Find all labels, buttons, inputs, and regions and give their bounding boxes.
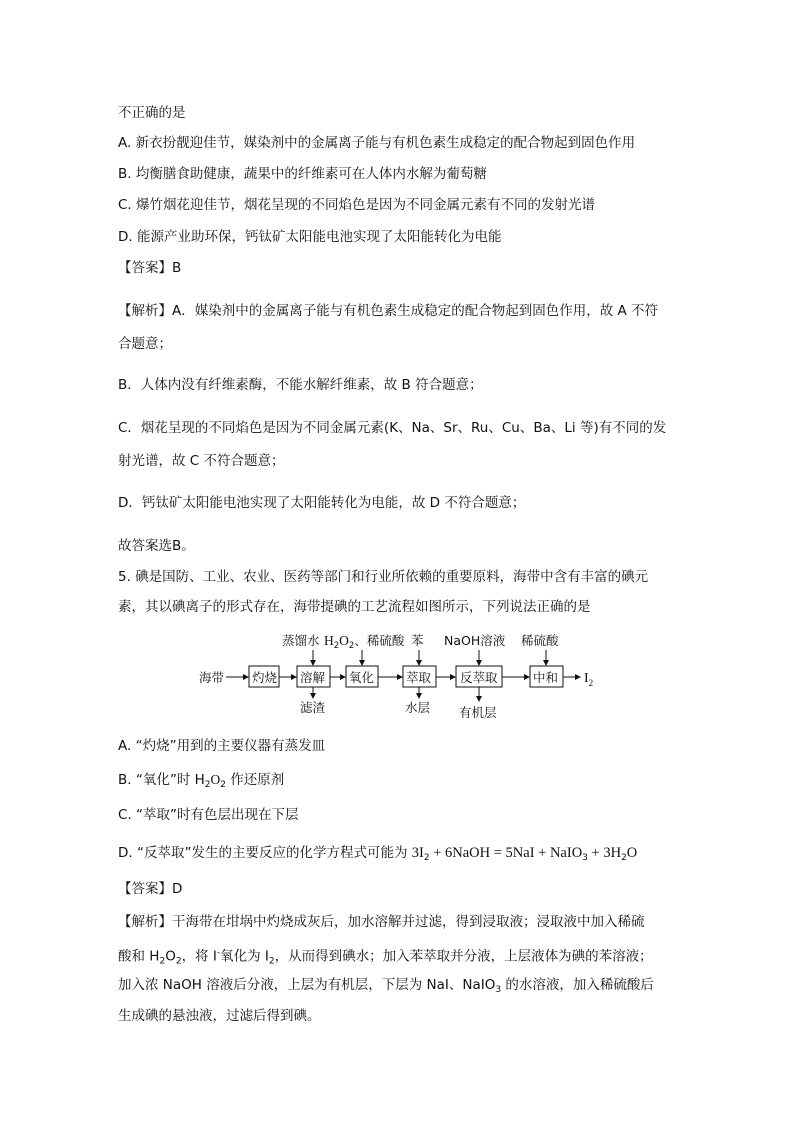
q4-option-d: D. 能源产业助环保，钙钛矿太阳能电池实现了太阳能转化为电能 (118, 229, 502, 245)
flow-output-residue: 滤渣 (300, 700, 326, 715)
flow-end-product: $I_2$ (584, 671, 594, 688)
flow-input-distilled-water: 蒸馏水 (282, 633, 320, 648)
q4-option-a: A. 新衣扮靓迎佳节，媒染剂中的金属离子能与有机色素生成稳定的配合物起到固色作用 (118, 135, 636, 151)
q5-analysis-line2: 酸和 $H_2O_2$，将 I-氧化为 $I_2$，从而得到碘水；加入苯萃取并分液，上层液体为碘的苯溶液； (118, 948, 653, 967)
flow-step-burn: 灼烧 (252, 670, 278, 685)
flow-step-neutralize: 中和 (533, 670, 559, 685)
q4-analysis-a-line1: 【解析】A．媒染剂中的金属离子能与有机色素生成稳定的配合物起到固色作用，故 A 不符 (118, 303, 659, 319)
q4-answer: 【答案】B (118, 260, 182, 276)
q4-analysis-c-line2: 射光谱，故 C 不符合题意； (118, 453, 285, 469)
q4-conclusion: 故答案选B。 (118, 538, 195, 554)
q4-analysis-d: D．钙钛矿太阳能电池实现了太阳能转化为电能，故 D 不符合题意； (118, 495, 526, 511)
q5-answer: 【答案】D (118, 881, 183, 897)
q5-analysis-line3: 加入浓 NaOH 溶液后分液，上层为有机层，下层为 NaI、NaIO$_3$ 的水溶液，加入稀硫酸后 (118, 977, 654, 995)
q5-option-c: C. “萃取”时有色层出现在下层 (118, 807, 299, 823)
flow-start-label: 海带 (199, 670, 225, 685)
q4-stem-tail: 不正确的是 (118, 105, 186, 121)
q5-stem-line2: 素，其以碘离子的形式存在，海带提碘的工艺流程如图所示，下列说法正确的是 (118, 599, 591, 615)
q4-analysis-a-line2: 合题意； (118, 336, 172, 352)
flow-input-naoh: NaOH溶液 (444, 633, 506, 648)
q5-stem-line1: 5. 碘是国防、工业、农业、医药等部门和行业所依赖的重要原料，海带中含有丰富的碘元 (118, 569, 649, 585)
flow-step-dissolve: 溶解 (300, 670, 326, 685)
flow-step-extract: 萃取 (406, 670, 432, 685)
flow-output-organic-layer: 有机层 (459, 705, 497, 720)
q5-option-a: A. “灼烧”用到的主要仪器有蒸发皿 (118, 738, 326, 754)
q5-option-b: B. “氧化”时 $H_2O_2$ 作还原剂 (118, 772, 285, 790)
flow-step-back-extract: 反萃取 (460, 670, 498, 685)
q4-analysis-c-line1: C．烟花呈现的不同焰色是因为不同金属元素(K、Na、Sr、Ru、Cu、Ba、Li 等)有不同的发 (118, 420, 667, 436)
q5-analysis-line1: 【解析】干海带在坩埚中灼烧成灰后，加水溶解并过滤，得到浸取液；浸取液中加入稀硫 (118, 914, 645, 930)
q4-analysis-b: B．人体内没有纤维素酶，不能水解纤维素，故 B 符合题意； (118, 377, 483, 393)
q5-analysis-line4: 生成碘的悬浊液，过滤后得到碘。 (118, 1008, 321, 1024)
flow-input-dilute-acid: 稀硫酸 (521, 633, 559, 648)
flow-output-water-layer: 水层 (405, 700, 431, 715)
flow-step-oxidize: 氧化 (349, 670, 375, 685)
q5-option-d: D. “反萃取”发生的主要反应的化学方程式可能为 $3I_2$ + 6NaOH = 5NaI + NaIO$_3$ + $3H_2O$ (118, 845, 638, 863)
q4-option-c: C. 爆竹烟花迎佳节，烟花呈现的不同焰色是因为不同金属元素有不同的发射光谱 (118, 197, 596, 213)
flow-input-oxidant: $H_2O_2$、稀硫酸 (324, 633, 405, 651)
q4-option-b: B. 均衡膳食助健康，蔬果中的纤维素可在人体内水解为葡萄糖 (118, 166, 487, 182)
flow-input-benzene: 苯 (411, 633, 424, 648)
